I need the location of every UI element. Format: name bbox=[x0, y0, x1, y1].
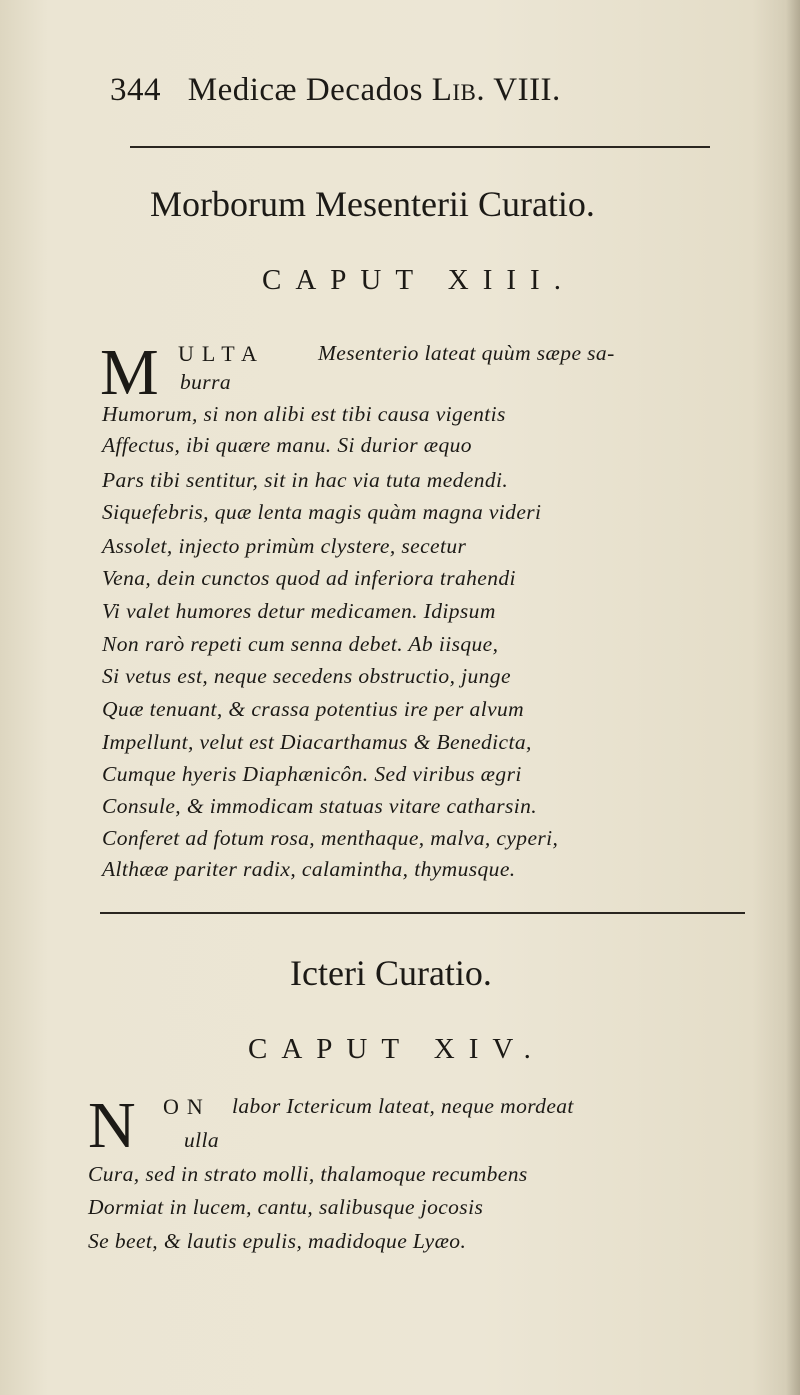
verse-line: Althææ pariter radix, calamintha, thymusque. bbox=[102, 857, 516, 881]
verse-line: Si vetus est, neque secedens obstructio, junge bbox=[102, 664, 511, 688]
page-number: 344 bbox=[110, 72, 161, 108]
verse-line: Non rarò repeti cum senna debet. Ab iisque, bbox=[102, 632, 499, 656]
page-edge-shadow bbox=[786, 0, 800, 1395]
verse-line: Conferet ad fotum rosa, menthaque, malva, cyperi, bbox=[102, 826, 559, 850]
verse-line: Cura, sed in strato molli, thalamoque recumbens bbox=[88, 1162, 528, 1186]
opening-small-caps: ON bbox=[163, 1094, 211, 1119]
opening-small-caps: ULTA bbox=[178, 341, 265, 366]
verse-line: Consule, & immodicam statuas vitare catharsin. bbox=[102, 794, 538, 818]
verse-line: Mesenterio lateat quùm sæpe sa- bbox=[318, 341, 615, 365]
book-number: Lib. VIII. bbox=[431, 72, 561, 108]
verse-line: Pars tibi sentitur, sit in hac via tuta medendi. bbox=[102, 468, 509, 492]
running-header bbox=[110, 72, 561, 109]
caput-heading-xiv: CAPUT XIV. bbox=[248, 1033, 545, 1065]
verse-line: burra bbox=[180, 370, 231, 394]
verse-line: ulla bbox=[184, 1128, 220, 1152]
drop-cap: M bbox=[100, 336, 159, 409]
verse-line: Dormiat in lucem, cantu, salibusque jocosis bbox=[88, 1195, 484, 1219]
verse-line: Quæ tenuant, & crassa potentius ire per alvum bbox=[102, 697, 525, 721]
verse-line: Cumque hyeris Diaphænicôn. Sed viribus ægri bbox=[102, 762, 522, 786]
verse-line: Humorum, si non alibi est tibi causa vigentis bbox=[102, 402, 506, 426]
header-rule bbox=[130, 146, 710, 148]
verse-line: Impellunt, velut est Diacarthamus & Benedicta, bbox=[102, 730, 532, 754]
verse-line: Vi valet humores detur medicamen. Idipsum bbox=[102, 599, 496, 623]
verse-line: Affectus, ibi quære manu. Si durior æquo bbox=[102, 433, 472, 457]
verse-line: labor Ictericum lateat, neque mordeat bbox=[232, 1094, 574, 1118]
running-title: Medicæ Decados bbox=[187, 72, 423, 108]
section-title-icteri: Icteri Curatio. bbox=[290, 953, 492, 993]
section-divider-rule bbox=[100, 912, 745, 914]
verse-line: Assolet, injecto primùm clystere, secetur bbox=[102, 534, 467, 558]
section-title-mesenterii: Morborum Mesenterii Curatio. bbox=[150, 184, 595, 224]
caput-heading-xiii: CAPUT XIII. bbox=[262, 264, 575, 296]
verse-line: Se beet, & lautis epulis, madidoque Lyæo. bbox=[88, 1229, 467, 1253]
verse-line: Vena, dein cunctos quod ad inferiora trahendi bbox=[102, 566, 516, 590]
drop-cap: N bbox=[88, 1089, 136, 1162]
verse-line: Siquefebris, quæ lenta magis quàm magna videri bbox=[102, 500, 542, 524]
